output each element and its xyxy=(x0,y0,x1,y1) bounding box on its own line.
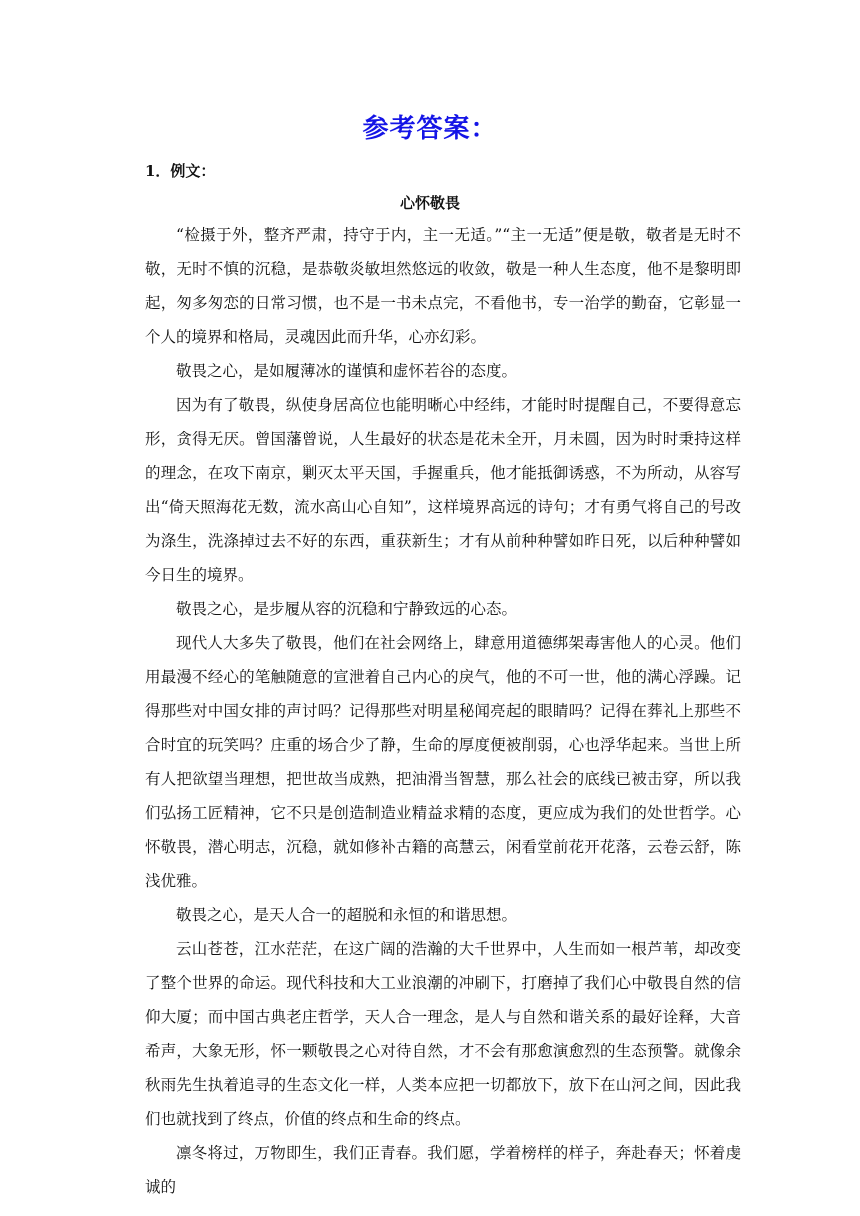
essay-body xyxy=(145,218,741,1204)
paragraph: 现代人大多失了敬畏，他们在社会网络上，肆意用道德绑架毒害他人的心灵。他们用最漫不经心的笔触随意的宣泄着自己内心的戾气，他的不可一世，他的满心浮躁。记得那些对中国女排的声讨吗？记得那些对明星秘闻亮起的眼睛吗？记得在葬礼上那些不合时宜的玩笑吗？庄重的场合少了静，生命的厚度便被削弱，心也浮华起来。当世上所有人把欲望当理想，把世故当成熟，把油滑当智慧，那么社会的底线已被击穿，所以我们弘扬工匠精神，它不只是创造制造业精益求精的态度，更应成为我们的处世哲学。心怀敬畏，潜心明志，沉稳，就如修补古籍的高慧云，闲看堂前花开花落，云卷云舒，陈浅优雅。 xyxy=(145,634,741,890)
paragraph: 敬畏之心，是步履从容的沉稳和宁静致远的心态。 xyxy=(176,600,518,618)
paragraph: 云山苍苍，江水茫茫，在这广阔的浩瀚的大千世界中，人生而如一根芦苇，却改变了整个世界的命运。现代科技和大工业浪潮的冲刷下，打磨掉了我们心中敬畏自然的信仰大厦；而中国古典老庄哲学，天人合一理念，是人与自然和谐关系的最好诠释，大音希声，大象无形，怀一颗敬畏之心对待自然，才不会有那愈演愈烈的生态预警。就像余秋雨先生执着追寻的生态文化一样，人类本应把一切都放下，放下在山河之间，因此我们也就找到了终点，价值的终点和生命的终点。 xyxy=(145,940,741,1128)
paragraph: 凛冬将过，万物即生，我们正青春。我们愿，学着榜样的样子，奔赴春天；怀着虔诚的 xyxy=(145,1144,741,1196)
paragraph: 敬畏之心，是天人合一的超脱和永恒的和谐思想。 xyxy=(176,906,518,924)
answer-heading: 参考答案： xyxy=(362,114,498,144)
paragraph: “检摄于外，整齐严肃，持守于内，主一无适。”“主一无适”便是敬，敬者是无时不敬，无时不慎的沉稳，是恭敬炎敏坦然悠远的收敛，敬是一种人生态度，他不是黎明即起，匆多匆恋的日常习惯，也不是一书未点完，不看他书，专一治学的勤奋，它彰显一个人的境界和格局，灵魂因此而升华，心亦幻彩。 xyxy=(145,226,741,346)
essay-title: 心怀敬畏 xyxy=(399,194,460,212)
question-label: 1．例文： xyxy=(145,162,216,180)
paragraph: 因为有了敬畏，纵使身居高位也能明晰心中经纬，才能时时提醒自己，不要得意忘形，贪得无厌。曾国藩曾说，人生最好的状态是花未全开，月未圆，因为时时秉持这样的理念，在攻下南京，剿灭太平天国，手握重兵，他才能抵御诱惑，不为所动，从容写出“倚天照海花无数，流水高山心自知”，这样境界高远的诗句；才有勇气将自己的号改为涤生，洗涤掉过去不好的东西，重获新生；才有从前种种譬如昨日死，以后种种譬如今日生的境界。 xyxy=(145,396,741,584)
paragraph: 敬畏之心，是如履薄冰的谨慎和虚怀若谷的态度。 xyxy=(176,362,518,380)
